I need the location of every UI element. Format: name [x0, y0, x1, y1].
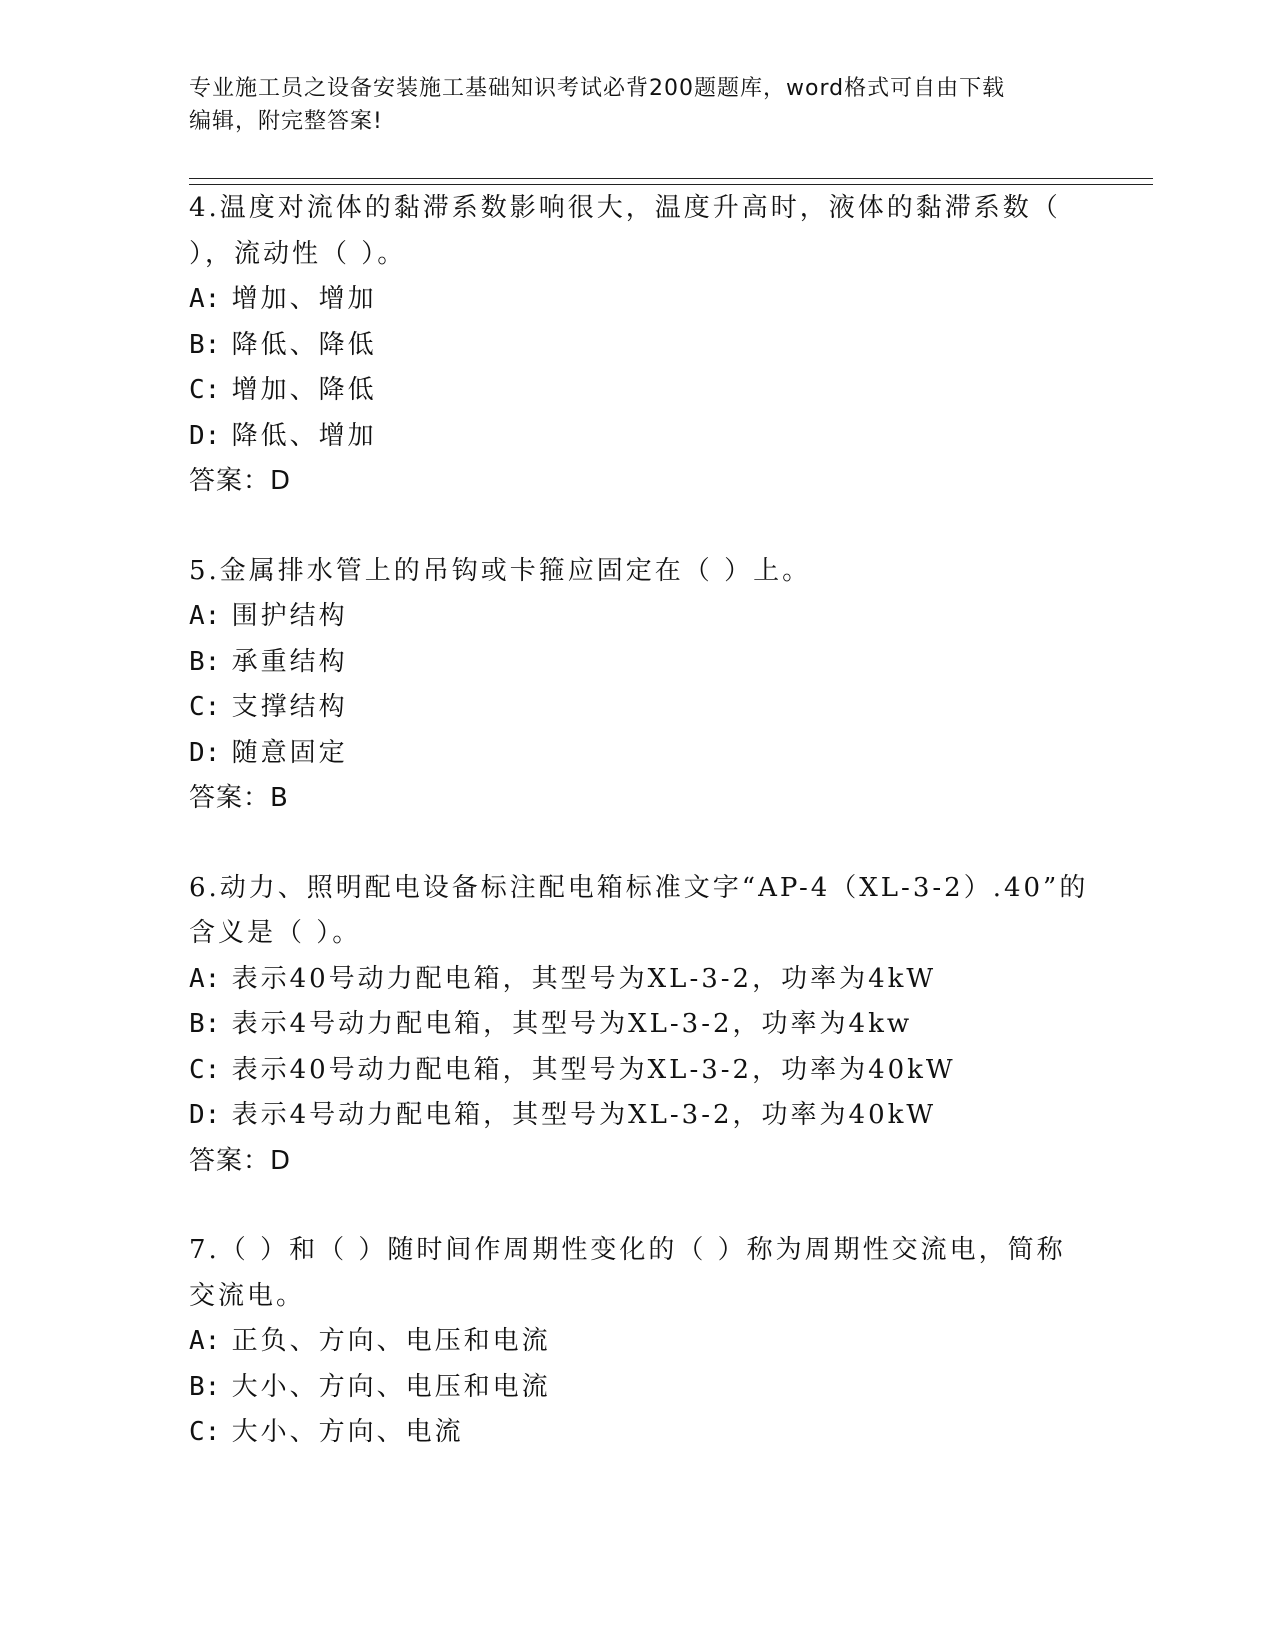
option-item	[189, 1365, 1089, 1411]
question-stem-line: 6.动力、照明配电设备标注配电箱标准文字“AP-4（XL-3-2）.40”的	[189, 872, 1089, 903]
option-item	[189, 1093, 1089, 1139]
option-item	[189, 277, 1089, 323]
header-title-line-1: 专业施工员之设备安装施工基础知识考试必背200题题库，word格式可自由下载	[189, 76, 1006, 101]
question-item	[189, 549, 1089, 822]
option-letter: A:	[189, 1326, 221, 1356]
option-text: 随意固定	[231, 737, 348, 768]
option-text: 支撑结构	[231, 692, 348, 722]
option-item	[189, 368, 1089, 414]
answer-line: 答案：D	[189, 466, 292, 496]
option-item	[189, 957, 1089, 1003]
option-item	[189, 1048, 1089, 1094]
option-letter: B:	[189, 1371, 221, 1402]
header-divider-bottom	[189, 184, 1153, 185]
option-letter: D:	[189, 420, 221, 451]
option-letter: C:	[189, 375, 221, 405]
option-text: 表示4号动力配电箱，其型号为XL-3-2，功率为40kW	[231, 1100, 937, 1130]
option-item	[189, 594, 1089, 640]
option-text: 正负、方向、电压和电流	[231, 1326, 551, 1356]
option-letter: C:	[189, 692, 221, 722]
option-item	[189, 323, 1089, 369]
document-header	[189, 72, 1089, 138]
header-title-line-2: 编辑，附完整答案!	[189, 109, 383, 134]
option-text: 表示4号动力配电箱，其型号为XL-3-2，功率为4kw	[231, 1009, 913, 1039]
option-text: 围护结构	[231, 601, 348, 631]
option-letter: B:	[189, 329, 221, 360]
option-letter: A:	[189, 284, 221, 314]
question-item	[189, 186, 1089, 505]
question-item	[189, 866, 1089, 1185]
option-text: 表示40号动力配电箱，其型号为XL-3-2，功率为4kW	[231, 963, 937, 994]
option-item	[189, 640, 1089, 686]
option-item	[189, 1002, 1089, 1048]
option-letter: D:	[189, 1100, 221, 1130]
answer-line: 答案：D	[189, 1145, 292, 1176]
header-divider-top	[189, 178, 1153, 179]
question-stem-line: ），流动性（ ）。	[189, 238, 407, 269]
option-text: 增加、增加	[231, 284, 377, 314]
option-item	[189, 1410, 1089, 1456]
question-item	[189, 1228, 1089, 1456]
option-item	[189, 731, 1089, 777]
question-list	[189, 186, 1089, 1500]
option-text: 降低、增加	[231, 420, 377, 451]
question-stem-line: 7.（ ）和（ ）随时间作周期性变化的（ ）称为周期性交流电，简称	[189, 1235, 1066, 1265]
option-letter: D:	[189, 737, 221, 768]
option-letter: C:	[189, 1417, 221, 1447]
option-letter: A:	[189, 601, 221, 631]
option-text: 表示40号动力配电箱，其型号为XL-3-2，功率为40kW	[231, 1054, 956, 1085]
question-stem-line: 5.金属排水管上的吊钩或卡箍应固定在（ ）上。	[189, 555, 812, 586]
option-text: 大小、方向、电流	[231, 1417, 464, 1447]
option-item	[189, 1319, 1089, 1365]
option-letter: B:	[189, 1009, 221, 1039]
question-stem-line: 含义是（ ）。	[189, 918, 362, 948]
question-stem-line: 4.温度对流体的黏滞系数影响很大，温度升高时，液体的黏滞系数（	[189, 193, 1061, 223]
answer-line: 答案：B	[189, 783, 289, 813]
option-text: 大小、方向、电压和电流	[231, 1371, 551, 1402]
option-letter: B:	[189, 646, 221, 677]
option-text: 增加、降低	[231, 375, 377, 405]
option-letter: C:	[189, 1054, 221, 1085]
option-item	[189, 414, 1089, 460]
option-text: 承重结构	[231, 646, 348, 677]
option-text: 降低、降低	[231, 329, 377, 360]
question-stem-line: 交流电。	[189, 1280, 306, 1311]
option-item	[189, 685, 1089, 731]
option-letter: A:	[189, 963, 221, 994]
